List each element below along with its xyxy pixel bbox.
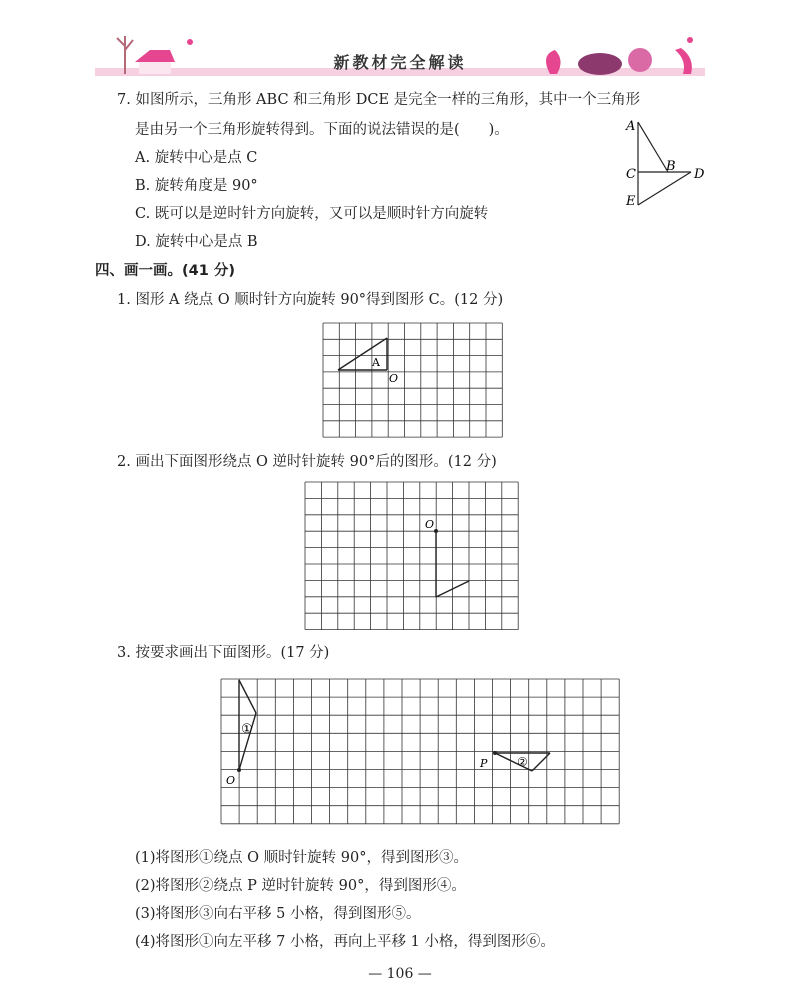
s4-q1-grid[interactable]	[322, 322, 504, 440]
q7-option-b: B. 旋转角度是 90°	[135, 178, 258, 194]
s4-q2-text: 2. 画出下面图形绕点 O 逆时针旋转 90°后的图形。(12 分)	[117, 454, 497, 470]
q7-option-c: C. 既可以是逆时针方向旋转，又可以是顺时针方向旋转	[135, 206, 489, 222]
s4-q3-step1: (1)将图形①绕点 O 顺时针旋转 90°，得到图形③。	[135, 850, 468, 866]
s4-q3-point-o-label: O	[226, 774, 236, 787]
s4-q2-point-label: O	[425, 518, 435, 531]
q7-label-c: C	[626, 167, 636, 182]
s4-q1-shape-label: A	[372, 356, 380, 369]
s4-q3-grid[interactable]	[220, 678, 624, 830]
s4-q2-grid[interactable]	[304, 481, 522, 631]
s4-q3-step4: (4)将图形①向左平移 7 小格，再向上平移 1 小格，得到图形⑥。	[135, 934, 555, 950]
q7-stem-line2: 是由另一个三角形旋转得到。下面的说法错误的是( )。	[135, 122, 509, 138]
q7-label-b: B	[666, 159, 676, 174]
q7-stem-line1: 7. 如图所示，三角形 ABC 和三角形 DCE 是完全一样的三角形，其中一个三角形	[117, 92, 641, 108]
s4-q3-shape1-label: ①	[241, 722, 253, 737]
q7-label-e: E	[626, 194, 636, 209]
q7-triangle-figure	[618, 112, 713, 210]
s4-q3-step3: (3)将图形③向右平移 5 小格，得到图形⑤。	[135, 906, 421, 922]
s4-q3-shape2-label: ②	[517, 755, 528, 769]
s4-q3-point-p-label: P	[480, 757, 488, 770]
s4-q3-step2: (2)将图形②绕点 P 逆时针旋转 90°，得到图形④。	[135, 878, 466, 894]
page-number: — 106 —	[368, 966, 432, 982]
s4-q3-text: 3. 按要求画出下面图形。(17 分)	[117, 645, 330, 661]
s4-q1-text: 1. 图形 A 绕点 O 顺时针方向旋转 90°得到图形 C。(12 分)	[117, 292, 504, 308]
header-title: 新教材完全解读	[333, 53, 467, 72]
q7-option-d: D. 旋转中心是点 B	[135, 234, 258, 250]
q7-label-a: A	[626, 119, 636, 134]
s4-q1-point-label: O	[389, 372, 399, 385]
q7-label-d: D	[694, 167, 705, 182]
q7-option-a: A. 旋转中心是点 C	[135, 150, 258, 166]
section4-title: 四、画一画。(41 分)	[95, 263, 235, 279]
